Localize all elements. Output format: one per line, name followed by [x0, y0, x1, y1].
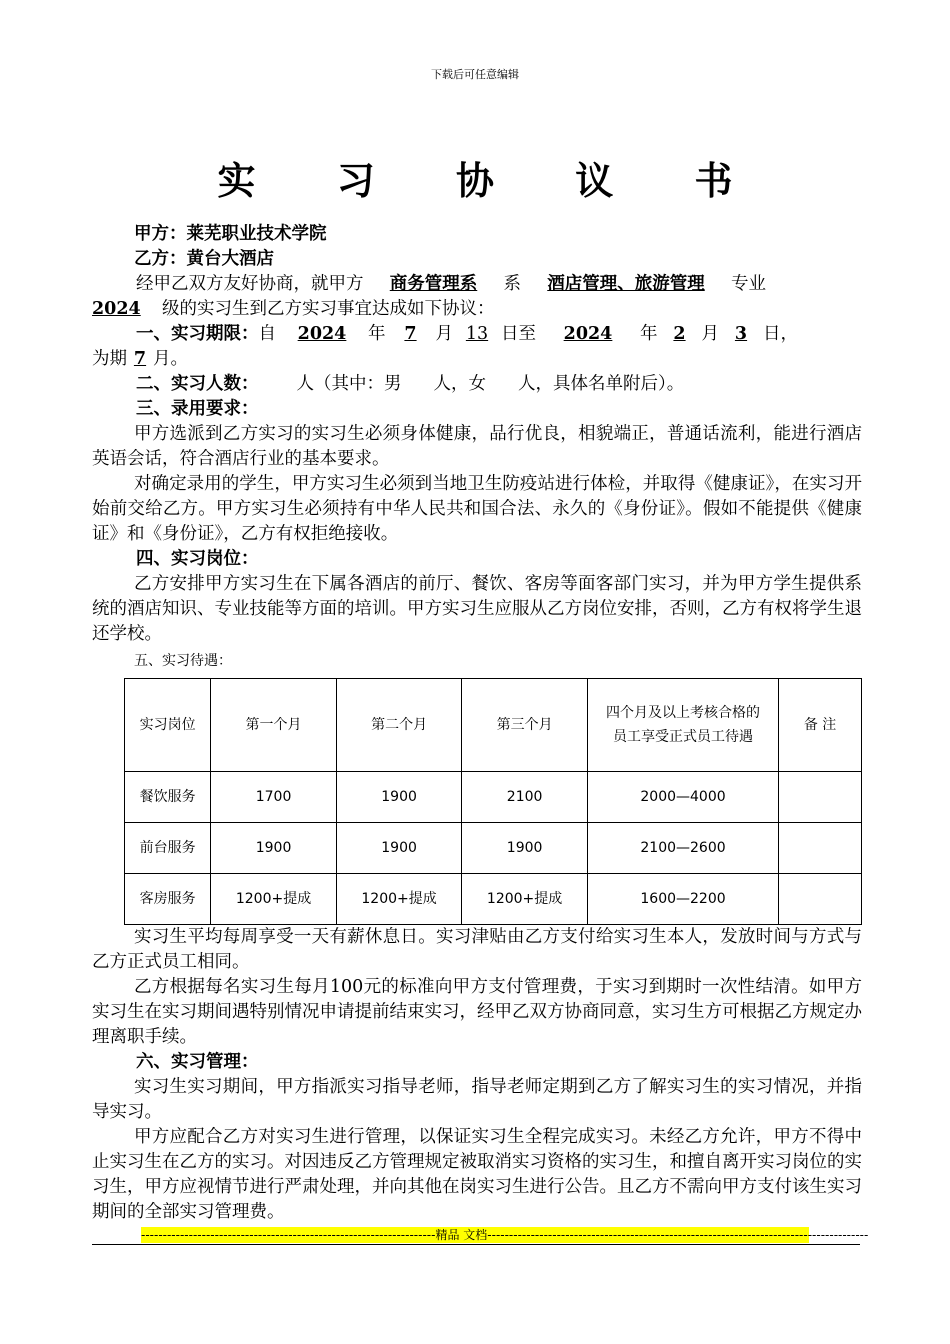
- section-3-title: 三、录用要求：: [136, 399, 259, 419]
- duration-line: [92, 347, 862, 372]
- table-header-cell: 第二个月: [336, 679, 462, 772]
- table-cell: 1200+提成: [462, 874, 588, 925]
- section-5-para-1: 实习生平均每周享受一天有薪休息日。实习津贴由乙方支付给实习生本人，发放时间与方式与乙方正式员工相同。: [92, 927, 862, 972]
- section-3-para-2: 对确定录用的学生，甲方实习生必须到当地卫生防疫站进行体检，并取得《健康证》，在实习开始前交给乙方。甲方实习生必须持有中华人民共和国合法、永久的《身份证》。假如不能提供《健康证》和《身份证》，乙方有权拒绝接收。: [92, 474, 862, 544]
- intro-line-2: [92, 297, 862, 322]
- header-note: 下载后可任意编辑: [431, 68, 519, 81]
- period-text: 月: [435, 324, 453, 344]
- period-line: [92, 322, 862, 347]
- period-text: 为期: [92, 349, 127, 369]
- intro-line-1: [92, 272, 862, 297]
- section-5-title: 五、实习待遇：: [134, 653, 232, 669]
- table-cell: 餐饮服务: [125, 772, 211, 823]
- footer-rule: [92, 1244, 860, 1245]
- start-day: 13: [465, 324, 489, 344]
- table-header-cell: 实习岗位: [125, 679, 211, 772]
- section-3-para-1: 甲方选派到乙方实习的实习生必须身体健康，品行优良，相貌端正，普通话流利，能进行酒店英语会话，符合酒店行业的基本要求。: [92, 424, 862, 469]
- salary-table: [124, 678, 862, 925]
- period-text: 日，: [763, 324, 798, 344]
- count-label: 二、实习人数：: [136, 374, 259, 394]
- table-cell: 2000—4000: [587, 772, 778, 823]
- table-header-cell: 第三个月: [462, 679, 588, 772]
- count-text: 人（其中：男: [296, 374, 402, 394]
- period-text: 自: [258, 324, 276, 344]
- footer-dashes-left: --------------------------------------------------------------------: [141, 1228, 436, 1242]
- table-header-cell: 第一个月: [211, 679, 337, 772]
- document-body: [92, 222, 862, 1225]
- section-5-para-2: 乙方根据每名实习生每月100元的标准向甲方支付管理费，于实习到期时一次性结清。如甲方实习生在实习期间遇特别情况申请提前结束实习，经甲乙双方协商同意，实习生方可根据乙方规定办理离职手续。: [92, 977, 862, 1047]
- document-title: 实 习 协 议 书: [217, 159, 767, 203]
- table-row: [125, 772, 862, 823]
- period-text: 年: [368, 324, 386, 344]
- section-4-para-1: 乙方安排甲方实习生在下属各酒店的前厅、餐饮、客房等面客部门实习，并为甲方学生提供系统的酒店知识、专业技能等方面的培训。甲方实习生应服从乙方岗位安排，否则，乙方有权将学生退还学校。: [92, 574, 862, 644]
- count-text: 人，女: [433, 374, 486, 394]
- table-header-cell: 备 注: [779, 679, 862, 772]
- table-cell: 客房服务: [125, 874, 211, 925]
- table-cell: 1900: [211, 823, 337, 874]
- table-cell: 1200+提成: [336, 874, 462, 925]
- period-text: 年: [640, 324, 658, 344]
- footer-dashes-right: ----------------------------------------------------------------------------------------: [487, 1228, 869, 1242]
- table-row: [125, 823, 862, 874]
- table-cell: 1200+提成: [211, 874, 337, 925]
- table-cell: 1900: [336, 823, 462, 874]
- table-row: [125, 874, 862, 925]
- section-6-para-2: 甲方应配合乙方对实习生进行管理，以保证实习生全程完成实习。未经乙方允许，甲方不得中止实习生在乙方的实习。对因违反乙方管理规定被取消实习资格的实习生，和擅自离开实习岗位的实习生，甲方应视情节进行严肃处理，并向其他在岗实习生进行公告。且乙方不需向甲方支付该生实习期间的全部实习管理费。: [92, 1127, 862, 1222]
- table-header-row: [125, 679, 862, 772]
- duration-months: 7: [133, 349, 147, 369]
- intro-text: 系: [503, 274, 521, 294]
- table-cell: 1900: [462, 823, 588, 874]
- count-line: [92, 372, 862, 397]
- section-6-title: 六、实习管理：: [136, 1052, 259, 1072]
- table-cell: [779, 772, 862, 823]
- count-text: 人，具体名单附后）。: [518, 374, 685, 394]
- footer-label: 精品 文档: [435, 1228, 488, 1242]
- intro-text: 级的实习生到乙方实习事宜达成如下协议：: [162, 299, 495, 319]
- party-a: 甲方：莱芜职业技术学院: [134, 224, 327, 244]
- party-b: 乙方：黄台大酒店: [134, 249, 274, 269]
- table-cell: 2100—2600: [587, 823, 778, 874]
- section-4-title: 四、实习岗位：: [136, 549, 259, 569]
- grade-field: 2024: [92, 299, 141, 319]
- table-cell: 1700: [211, 772, 337, 823]
- start-month: 7: [404, 324, 417, 344]
- table-cell: 2100: [462, 772, 588, 823]
- start-year: 2024: [297, 324, 347, 344]
- section-6-para-1: 实习生实习期间，甲方指派实习指导老师，指导老师定期到乙方了解实习生的实习情况，并指导实习。: [92, 1077, 862, 1122]
- end-day: 3: [734, 324, 748, 344]
- period-text: 月: [701, 324, 719, 344]
- table-cell: 1600—2200: [587, 874, 778, 925]
- table-cell: 前台服务: [125, 823, 211, 874]
- table-cell: [779, 874, 862, 925]
- intro-text: 专业: [731, 274, 766, 294]
- table-cell: 1900: [336, 772, 462, 823]
- intro-text: 经甲乙双方友好协商，就甲方: [136, 274, 364, 294]
- period-label: 一、实习期限：: [136, 324, 259, 344]
- period-text: 日至: [501, 324, 536, 344]
- table-cell: [779, 823, 862, 874]
- end-month: 2: [673, 324, 686, 344]
- footer-watermark-bar: [141, 1227, 869, 1243]
- period-text: 月。: [153, 349, 188, 369]
- major-field: 酒店管理、旅游管理: [547, 274, 705, 294]
- table-header-cell: 四个月及以上考核合格的员工享受正式员工待遇: [587, 679, 778, 772]
- dept-field: 商务管理系: [389, 274, 478, 294]
- end-year: 2024: [563, 324, 613, 344]
